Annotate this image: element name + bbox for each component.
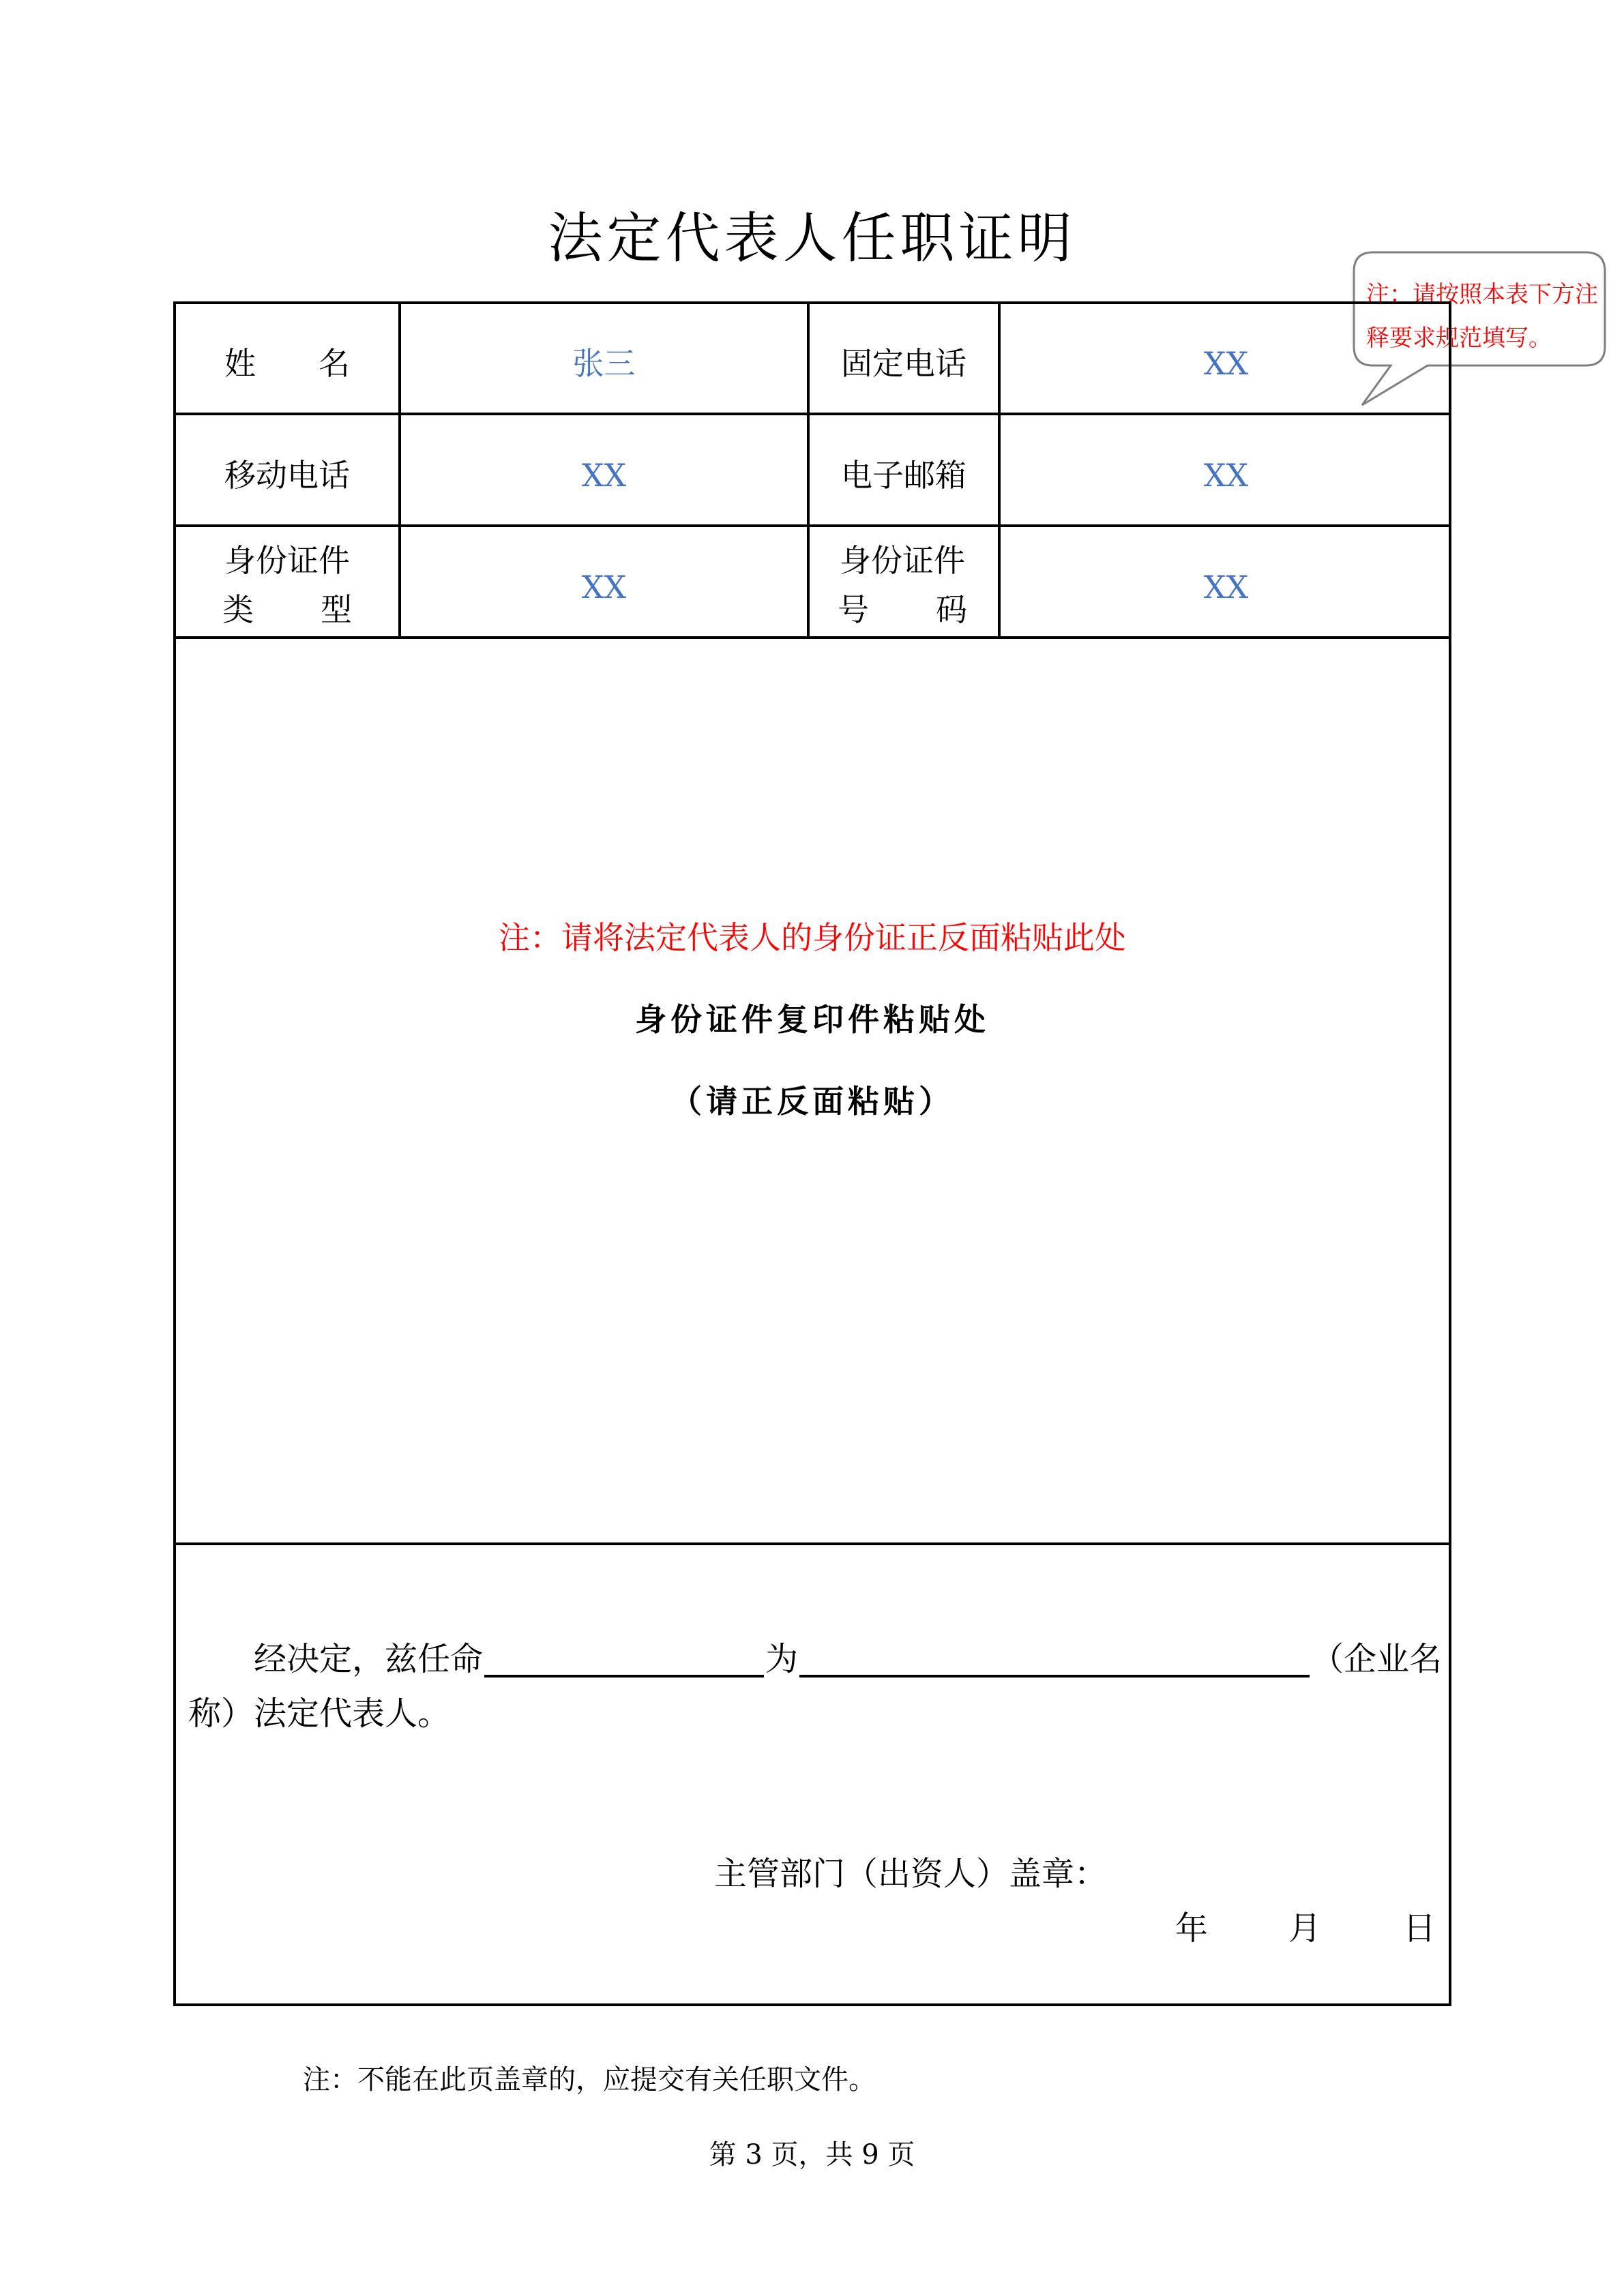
date-year: 年 [1175,1909,1209,1948]
declaration-line2: 称）法定代表人。 [188,1695,451,1733]
declaration-part3: （企业名 [1311,1640,1443,1678]
row-divider-2 [173,524,1451,527]
callout-line-1: 注：请按照本表下方注 [1366,281,1598,308]
company-blank[interactable] [799,1675,1310,1678]
value-mobile[interactable]: XX [581,457,627,494]
label-id-number [838,536,967,634]
label-id-number-char2: 码 [936,591,967,628]
value-id-number[interactable]: XX [1203,569,1249,606]
label-mobile: 移动电话 [224,457,350,494]
label-id-type-char1: 类 [222,591,254,628]
declaration-part1: 经决定，兹任命 [254,1640,484,1678]
label-id-type-char2: 型 [321,591,352,628]
paste-heading: 身份证件复印件粘贴处 [635,1001,990,1038]
date-day: 日 [1403,1909,1436,1948]
label-landline: 固定电话 [841,345,966,382]
page-title: 法定代表人任职证明 [548,207,1076,270]
paste-note: 注：请将法定代表人的身份证正反面粘贴此处 [499,919,1126,956]
declaration-part2: 为 [765,1640,799,1678]
seal-label: 主管部门（出资人）盖章： [714,1855,1108,1893]
value-id-type[interactable]: XX [581,569,627,606]
row-divider-4 [173,1542,1451,1545]
value-landline[interactable]: XX [1203,345,1249,382]
label-name: 姓 名 [224,345,350,382]
label-email: 电子邮箱 [841,457,966,494]
date-month: 月 [1288,1909,1322,1948]
appointee-blank[interactable] [484,1675,764,1678]
row-divider-3 [173,636,1451,639]
page-number: 第 3 页，共 9 页 [709,2139,915,2171]
form-frame [173,301,1451,2006]
footnote: 注：不能在此页盖章的，应提交有关任职文件。 [303,2064,876,2096]
paste-subheading: （请正反面粘贴） [670,1083,954,1120]
label-id-number-line1: 身份证件 [840,542,965,579]
label-id-type [222,536,352,634]
label-id-type-line1: 身份证件 [224,542,350,579]
value-email[interactable]: XX [1203,457,1249,494]
row-divider-1 [173,413,1451,415]
label-id-number-char1: 号 [838,591,869,628]
callout-line-2: 释要求规范填写。 [1366,325,1552,352]
value-name[interactable]: 张三 [572,345,636,382]
